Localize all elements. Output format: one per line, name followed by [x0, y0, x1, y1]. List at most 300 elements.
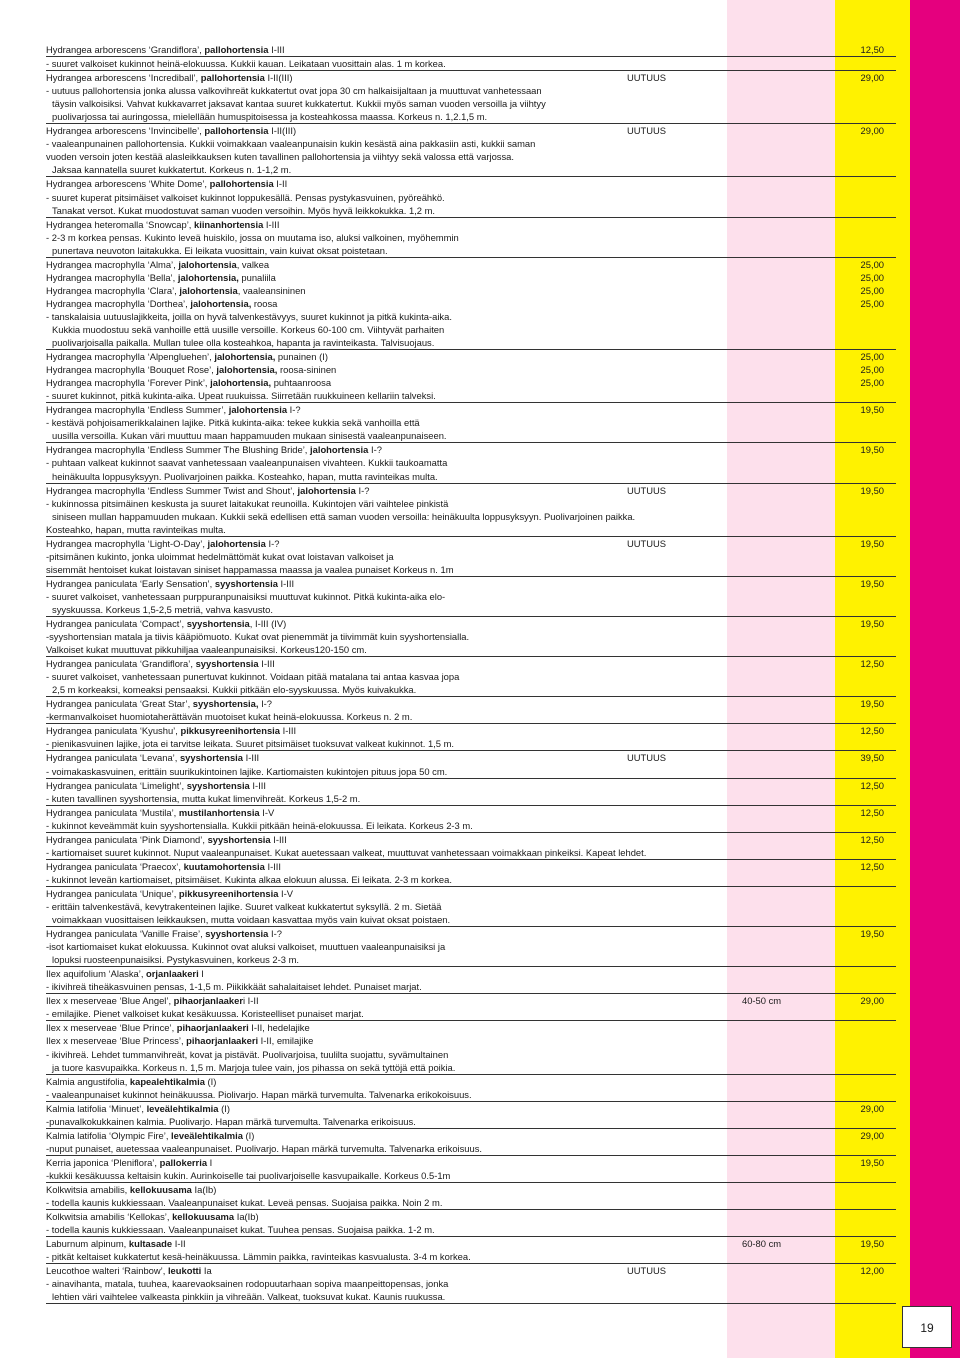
line-text — [46, 310, 452, 323]
description-line — [46, 389, 896, 403]
line-text-plain: Hydrangea paniculata ‘Kyushu’, — [46, 725, 181, 737]
line-text-plain: - kukinnot keveämmät kuin syyshortensialla. Kukkii pitkään heinä-elokuussa. Ei leikata. Korkeus 2-3 m. — [46, 819, 473, 831]
product-line — [46, 1102, 896, 1115]
hardiness-zone: I-? — [268, 928, 282, 940]
description-line — [46, 150, 896, 163]
price: 29,00 — [860, 125, 884, 137]
product-line — [46, 806, 896, 819]
line-text-plain: Hydrangea macrophylla ‘Endless Summer The Blushing Bride’, — [46, 444, 311, 456]
description-line — [46, 1290, 896, 1304]
common-name: pihaorjanlaakeri — [186, 1035, 259, 1047]
price: 12,50 — [860, 779, 884, 791]
price: 19,50 — [860, 1238, 884, 1250]
hardiness-zone: roosa — [251, 297, 278, 309]
description-line — [46, 1169, 896, 1183]
common-name: syyshortensia — [214, 577, 278, 589]
hardiness-zone: I-II, hedelajike — [248, 1022, 310, 1034]
description-line — [46, 643, 896, 657]
line-text-plain: -isot kartiomaiset kukat elokuussa. Kukinnot ovat aluksi valkoiset, muuttuen vaaleanpunaisiksi ja — [46, 941, 446, 953]
line-text — [46, 443, 382, 456]
line-text — [46, 124, 296, 137]
line-text — [46, 860, 281, 873]
line-text — [46, 792, 360, 805]
line-text — [46, 563, 454, 576]
description-line — [46, 497, 896, 510]
description-line — [46, 1250, 896, 1264]
line-text — [46, 271, 276, 284]
line-text — [46, 1007, 364, 1020]
line-text-plain: siniseen mullan happamuuden mukaan. Kukkii sekä edellisen että saman vuoden versoilla: heinäkuulta loppusyksyyn. Puolivarjoinen paikka. — [52, 510, 636, 522]
line-text — [46, 1021, 310, 1034]
description-line — [46, 913, 896, 927]
line-text — [46, 927, 282, 940]
line-text — [46, 403, 301, 416]
line-text-plain: Hydrangea paniculata ‘Pink Diamond’, — [46, 833, 208, 845]
hardiness-zone: I-? — [258, 698, 273, 710]
hardiness-zone: I-II — [273, 178, 288, 190]
line-text-plain: uusilla versoilla. Kukan väri muuttuu maan happamuuden mukaan sinisestä vaaleanpunaiseen. — [52, 430, 447, 442]
line-text-plain: voimakkaan vuosittaisen leikkauksen, mutta voidaan kasvattaa myös vain kuivat oksat poistaen. — [52, 914, 451, 926]
common-name: jalohortensia, — [216, 364, 278, 376]
hardiness-zone: I-II — [172, 1238, 186, 1250]
product-line — [46, 443, 896, 456]
line-text — [46, 1237, 186, 1250]
description-line — [46, 710, 896, 724]
price: 25,00 — [860, 258, 884, 270]
hardiness-zone: I — [207, 1156, 213, 1168]
description-line — [46, 523, 896, 537]
common-name: kellokuusama — [172, 1211, 235, 1223]
line-text-plain: - 2-3 m korkea pensas. Kukinto leveä huiskilo, jossa on muutama iso, aluksi valkoinen, myöhemmin — [46, 231, 459, 243]
price: 19,50 — [860, 928, 884, 940]
description-line — [46, 550, 896, 563]
price: 19,50 — [860, 618, 884, 630]
line-text — [46, 710, 412, 723]
line-text — [46, 1264, 212, 1277]
price: 25,00 — [860, 377, 884, 389]
common-name: jalohortensia, — [190, 297, 252, 309]
line-text-plain: - todella kaunis kukkiessaan. Vaaleanpunaiset kukat. Leveä pensas. Suojaisa paikka. Noin 2 m. — [46, 1197, 443, 1209]
line-text — [46, 1277, 448, 1290]
product-line — [46, 1264, 896, 1277]
line-text — [46, 363, 336, 376]
description-line — [46, 1061, 896, 1075]
line-text-plain: Hydrangea arborescens ‘Grandiflora’, — [46, 44, 205, 55]
new-badge: UUTUUS — [627, 484, 667, 496]
price: 19,50 — [860, 698, 884, 710]
line-text — [46, 819, 473, 832]
line-text-plain: punertava neuvoton laitakukka. Ei leikata vuosittain, vain kuivat oksat poistetaan. — [52, 244, 388, 256]
line-text-plain: syyskuussa. Korkeus 1,5-2,5 metriä, vahva kasvusto. — [52, 603, 273, 615]
page-number: 19 — [902, 1306, 952, 1348]
line-text-plain: täysin valkoisiksi. Vahvat kukkavarret jaksavat kantaa suuret kukkatertut. Kukkii myös saman vuoden versoilla ja viihtyy — [52, 98, 546, 110]
common-name: jalohortensia, — [210, 377, 272, 389]
description-line — [46, 590, 896, 603]
hardiness-zone: I-III — [277, 577, 295, 589]
hardiness-zone: I — [198, 968, 204, 980]
price: 19,50 — [860, 577, 884, 589]
product-line — [46, 537, 896, 550]
line-text-plain: - kukinnot leveän kartiomaiset, pitsimäiset. Kukinta alkaa elokuun alussa. Ei leikata. 2-3 m korkea. — [46, 873, 452, 885]
price: 29,00 — [860, 72, 884, 84]
line-text — [52, 323, 444, 336]
hardiness-zone: (I) — [242, 1129, 255, 1141]
hardiness-zone: I-III — [264, 860, 282, 872]
hardiness-zone: puhtaanroosa — [271, 377, 332, 389]
description-line — [46, 1142, 896, 1156]
line-text — [46, 177, 287, 190]
common-name: mustilanhortensia — [178, 806, 260, 818]
common-name: kultasade — [128, 1238, 173, 1250]
description-line — [46, 57, 896, 71]
line-text — [46, 630, 469, 643]
line-text — [46, 806, 274, 819]
description-line — [46, 204, 896, 218]
line-text-plain: -nuput punaiset, auetessaa vaaleanpunaiset. Puolivarjo. Hapan märkä turvemulta. Talvenarka erikoisuus. — [46, 1142, 483, 1154]
line-text — [46, 779, 266, 792]
description-line — [46, 980, 896, 994]
description-line — [46, 456, 896, 469]
line-text — [52, 603, 273, 616]
line-text — [52, 1290, 445, 1303]
line-text — [46, 590, 445, 603]
line-text — [46, 1034, 313, 1047]
line-text — [46, 967, 204, 980]
hardiness-zone: I-? — [265, 537, 280, 549]
product-line — [46, 1021, 896, 1034]
line-text-plain: - ikivihreä tiheäkasvuinen pensas, 1-1,5 m. Piikikkäät sahalaitaiset lehdet. Punaiset marjat. — [46, 981, 422, 993]
price: 25,00 — [860, 297, 884, 309]
line-text-plain: Hydrangea arborescens ‘White Dome’, — [46, 178, 210, 190]
description-line — [46, 191, 896, 204]
description-line — [46, 563, 896, 577]
line-text-plain: Kolkwitsia amabilis, — [46, 1183, 130, 1195]
price: 12,50 — [860, 658, 884, 670]
hardiness-zone: I-III — [270, 833, 287, 845]
line-text — [46, 497, 448, 510]
price: 39,50 — [860, 752, 884, 764]
common-name: pallohortensia — [204, 125, 269, 137]
description-line — [46, 900, 896, 913]
line-text-plain: Hydrangea arborescens ‘Invincibelle’, — [46, 125, 205, 137]
plant-size: 40-50 cm — [742, 995, 782, 1007]
line-text-plain: Hydrangea paniculata ‘Limelight’, — [46, 779, 187, 791]
line-text-plain: - tanskalaisia uutuuslajikkeita, joilla on hyvä talvenkestävyys, suuret kukinnot ja pitkä kukinta-aika. — [46, 310, 452, 322]
hardiness-zone: I-III — [263, 218, 280, 230]
line-text — [52, 953, 299, 966]
line-text — [46, 697, 272, 710]
product-line — [46, 887, 896, 900]
common-name: pikkusyreenihortensia — [178, 887, 279, 899]
hardiness-zone: I-III — [249, 779, 266, 791]
line-text-plain: Tanakat versot. Kukat muodostuvat saman vuoden versoihin. Myös hyvä leikkokukka. 1,2 m. — [52, 204, 436, 216]
new-badge: UUTUUS — [627, 1265, 667, 1277]
line-text — [46, 43, 285, 56]
line-text-plain: sisemmät hentoiset kukat loistavan siniset happamassa maassa ja vaalea punaiset Korkeus n. 1m — [46, 563, 454, 575]
line-text-plain: heinäkuulta loppusyksyyn. Puolivarjoinen paikka. Kosteahko, hapan, mutta ravinteikas multa. — [52, 470, 438, 482]
line-text — [52, 1061, 455, 1074]
description-line — [46, 84, 896, 97]
line-text-plain: Hydrangea macrophylla ‘Dorthea’, — [46, 297, 191, 309]
line-text — [46, 617, 286, 630]
line-text-plain: lopuksi ruosteenpunaisiksi. Pystykasvuinen, korkeus 2-3 m. — [52, 954, 299, 966]
product-line — [46, 484, 896, 497]
line-text — [46, 218, 279, 231]
hardiness-zone: Ia(Ib) — [234, 1211, 259, 1223]
common-name: syyshortensia — [186, 779, 250, 791]
line-text — [46, 994, 259, 1007]
description-line — [46, 1223, 896, 1237]
line-text — [46, 137, 535, 150]
product-line — [46, 577, 896, 590]
line-text — [46, 376, 331, 389]
hardiness-zone: i I-II — [242, 995, 259, 1007]
price: 19,50 — [860, 484, 884, 496]
common-name: jalohortensia — [207, 537, 266, 549]
line-text-plain: Hydrangea paniculata ‘Compact’, — [46, 618, 187, 630]
product-line — [46, 271, 896, 284]
price: 19,50 — [860, 537, 884, 549]
line-text-plain: Hydrangea macrophylla ‘Light-O-Day’, — [46, 537, 208, 549]
product-line — [46, 724, 896, 737]
description-line — [46, 310, 896, 323]
price: 25,00 — [860, 351, 884, 363]
line-text-plain: Hydrangea macrophylla ‘Forever Pink’, — [46, 377, 211, 389]
common-name: jalohortensia — [178, 258, 237, 270]
line-text — [52, 429, 447, 442]
line-text-plain: ja tuore kasvupaikka. Korkeus n. 1,5 m. Marjoja tulee vain, jos pihassa on sekä tyttöjä että poikia. — [52, 1061, 456, 1073]
common-name: jalohortensia — [297, 484, 356, 496]
line-text-plain: Hydrangea paniculata ‘Early Sensation’, — [46, 577, 215, 589]
line-text-plain: - emilajike. Pienet valkoiset kukat kesäkuussa. Koristeelliset punaiset marjat. — [46, 1008, 364, 1020]
product-line — [46, 967, 896, 980]
description-line — [46, 336, 896, 350]
common-name: kapealehtikalmia — [129, 1075, 205, 1087]
line-text — [46, 1223, 435, 1236]
line-text-plain: Kalmia angustifolia, — [46, 1075, 130, 1087]
product-line — [46, 43, 896, 57]
line-text — [46, 71, 292, 84]
product-line — [46, 1034, 896, 1047]
product-line — [46, 284, 896, 297]
common-name: kuutamohortensia — [183, 860, 265, 872]
line-text — [46, 150, 514, 163]
hardiness-zone: (I) — [218, 1102, 230, 1114]
hardiness-zone: Ia(Ib) — [191, 1183, 217, 1195]
line-text — [46, 657, 275, 670]
hardiness-zone: , I-III (IV) — [249, 618, 287, 630]
line-text — [46, 1250, 471, 1263]
common-name: kellokuusama — [129, 1183, 192, 1195]
price: 12,00 — [860, 1265, 884, 1277]
line-text-plain: - pienikasvuinen lajike, jota ei tarvitse leikata. Suuret pitsimäiset tuoksuvat valkeat kukinnot. 1,5 m. — [46, 738, 455, 750]
description-line — [46, 510, 896, 523]
line-text-plain: - ainavihanta, matala, tuuhea, kaarevaoksainen rodopuutarhaan sopiva maanpeittopensas, jonka — [46, 1278, 449, 1290]
product-line — [46, 403, 896, 416]
line-text-plain: -kermanvalkoiset huomiotaherättävän muotoiset kukat heinä-elokuussa. Korkeus n. 2 m. — [46, 711, 413, 723]
new-badge: UUTUUS — [627, 537, 667, 549]
line-text — [46, 350, 328, 363]
line-text — [46, 1088, 472, 1101]
product-line — [46, 1156, 896, 1169]
line-text — [46, 231, 459, 244]
description-line — [46, 670, 896, 683]
description-line — [46, 603, 896, 617]
line-text-plain: Hydrangea paniculata ‘Great Star’, — [46, 698, 193, 710]
product-line — [46, 177, 896, 190]
plant-size: 60-80 cm — [742, 1238, 782, 1250]
line-text-plain: -punavalkokukkainen kalmia. Puolivarjo. Hapan märkä turvemulta. Talvenarka erikoisuus. — [46, 1115, 416, 1127]
line-text — [46, 1102, 230, 1115]
description-line — [46, 1277, 896, 1290]
line-text — [46, 577, 294, 590]
line-text-plain: - todella kaunis kukkiessaan. Vaaleanpunaiset kukat. Tuuhea pensas. Suojaisa paikka. 1-2 m. — [46, 1224, 435, 1236]
line-text-plain: - suuret valkoiset kukinnot heinä-elokuussa. Kukkii kauan. Leikataan vuosittain alas. 1 m korkea. — [46, 58, 446, 70]
description-line — [46, 630, 896, 643]
description-line — [46, 244, 896, 258]
description-line — [46, 1196, 896, 1210]
hardiness-zone: I-II(III) — [264, 72, 293, 84]
description-line — [46, 792, 896, 806]
common-name: pihaorjanlaakeri — [176, 1022, 249, 1034]
line-text — [52, 470, 438, 483]
description-line — [46, 1088, 896, 1102]
common-name: orjanlaakeri — [146, 968, 199, 980]
line-text-plain: Hydrangea macrophylla ‘Bella’, — [46, 271, 178, 283]
line-text — [52, 913, 450, 926]
line-text-plain: - voimakaskasvuinen, erittäin suurikukintoinen lajike. Kartiomaisten kukintojen pituus jopa 50 cm. — [46, 765, 448, 777]
hardiness-zone: I-? — [368, 444, 382, 456]
line-text-plain: Kukkia muodostuu sekä vanhoille että uusille versoille. Korkeus 60-100 cm. Viihtyvät parhaiten — [52, 323, 445, 335]
price: 25,00 — [860, 364, 884, 376]
price: 12,50 — [860, 806, 884, 818]
line-text-plain: Hydrangea macrophylla ‘Alpengluehen’, — [46, 351, 215, 363]
line-text — [46, 284, 306, 297]
hardiness-zone: punaliila — [238, 271, 276, 283]
line-text — [46, 84, 542, 97]
common-name: syyshortensia — [195, 658, 259, 670]
common-name: jalohortensia, — [177, 271, 239, 283]
line-text-plain: -kukkii kesäkuussa keltaisin kukin. Aurinkoiselle tai puolivarjoiselle kasvupaikalle. Korkeus 0.5-1m — [46, 1169, 451, 1181]
description-line — [46, 137, 896, 150]
line-text-plain: - puhtaan valkeat kukinnot saavat vanhetessaan vaaleanpunaisen vivahteen. Kukkii taukoamatta — [46, 457, 448, 469]
hardiness-zone: punainen (I) — [275, 351, 328, 363]
hardiness-zone: roosa-sininen — [277, 364, 337, 376]
line-text — [46, 940, 445, 953]
common-name: syyshortensia — [186, 618, 250, 630]
line-text-plain: Laburnum alpinum, — [46, 1238, 129, 1250]
line-text-plain: - kartiomaiset suuret kukinnot. Nuput vaaleanpunaiset. Kukat auetessaan valkeat, muuttuvat vanhetessaan voimakkaan pinkeiksi. Kapeat lehdet. — [46, 846, 647, 858]
product-line — [46, 1129, 896, 1142]
line-text — [52, 163, 291, 176]
price: 25,00 — [860, 284, 884, 296]
line-text-plain: Hydrangea paniculata ‘Grandiflora’, — [46, 658, 196, 670]
hardiness-zone: I-III — [280, 725, 297, 737]
line-text-plain: vuoden versoin joten kestää alasleikkauksen kuten tavallinen pallohortensia ja viihtyy sekä valossa että varjossa. — [46, 151, 514, 163]
line-text-plain: puolivarjossa tai auringossa, mielellään humuspitoisessa ja kosteahkossa maassa. Korkeus n. 1,2.1,5 m. — [52, 111, 488, 123]
hardiness-zone: I-III — [243, 752, 260, 764]
line-text — [46, 1156, 212, 1169]
product-line — [46, 1210, 896, 1223]
line-text-plain: - kuten tavallinen syyshortensia, mutta kukat limenvihreät. Korkeus 1,5-2 m. — [46, 792, 361, 804]
description-line — [46, 846, 896, 860]
product-line — [46, 297, 896, 310]
new-badge: UUTUUS — [627, 125, 667, 137]
line-text — [46, 724, 296, 737]
line-text — [52, 97, 546, 110]
common-name: syyshortensia — [207, 833, 271, 845]
common-name: jalohortensia — [310, 444, 369, 456]
hardiness-zone: I-V — [259, 806, 275, 818]
line-text-plain: Kalmia latifolia ‘Minuet’, — [46, 1102, 147, 1114]
line-text-plain: Leucothoe walteri ‘Rainbow’, — [46, 1265, 168, 1277]
line-text-plain: Ilex x meserveae ‘Blue Angel’, — [46, 995, 174, 1007]
description-line — [46, 683, 896, 697]
line-text-plain: Ilex x meserveae ‘Blue Prince’, — [46, 1022, 177, 1034]
description-line — [46, 323, 896, 336]
product-line — [46, 350, 896, 363]
line-text-plain: - kestävä pohjoisamerikkalainen lajike. Pitkä kukinta-aika: tekee kukkia sekä vanhoilla että — [46, 417, 420, 429]
line-text — [46, 980, 422, 993]
line-text — [46, 1196, 442, 1209]
common-name: syyshortensia — [205, 928, 269, 940]
line-text — [52, 683, 416, 696]
price: 19,50 — [860, 1156, 884, 1168]
product-line — [46, 363, 896, 376]
description-line — [46, 110, 896, 124]
line-text — [46, 873, 452, 886]
line-text-plain: 2,5 m korkeaksi, komeaksi pensaaksi. Kukkii pitkään elo-syyskuussa. Myös kuivakukka. — [52, 684, 417, 696]
hardiness-zone: I-II, emilajike — [258, 1035, 314, 1047]
line-text — [52, 110, 487, 123]
description-line — [46, 429, 896, 443]
line-text-plain: Hydrangea paniculata ‘Unique’, — [46, 887, 179, 899]
line-text-plain: - pitkät keltaiset kukkatertut kesä-heinäkuussa. Lämmin paikka, ravinteikas kasvualusta. 3-4 m korkea. — [46, 1251, 471, 1263]
line-text — [52, 204, 435, 217]
line-text-plain: - suuret valkoiset, vanhetessaan punertuvat kukinnot. Voidaan pitää matalana tai antaa kasvaa jopa — [46, 671, 460, 683]
description-line — [46, 416, 896, 429]
line-text-plain: Jaksaa kannatella suuret kukkatertut. Korkeus n. 1-1,2 m. — [52, 164, 292, 176]
common-name: jalohortensia — [228, 404, 288, 416]
product-line — [46, 751, 896, 764]
line-text-plain: - vaaleanpunainen pallohortensia. Kukkii voimakkaan vaaleanpunaisin kukin kesästä aina pakkasiin asti, kukkii saman — [46, 138, 536, 150]
line-text — [46, 1183, 216, 1196]
product-line — [46, 218, 896, 231]
product-line — [46, 376, 896, 389]
hardiness-zone: I-? — [355, 484, 370, 496]
product-line — [46, 779, 896, 792]
price: 25,00 — [860, 271, 884, 283]
price: 19,50 — [860, 404, 884, 416]
common-name: syyshortensia, — [192, 698, 259, 710]
line-text-plain: Kerria japonica ‘Pleniflora’, — [46, 1156, 160, 1168]
price: 19,50 — [860, 444, 884, 456]
price: 29,00 — [860, 995, 884, 1007]
description-line — [46, 231, 896, 244]
line-text — [46, 484, 369, 497]
common-name: pihaorjanlaaker — [173, 995, 243, 1007]
line-text-plain: Valkoiset kukat muuttuvat pikkuhiljaa vaaleanpunaisiksi. Korkeus120-150 cm. — [46, 644, 367, 656]
line-text-plain: Ilex aquifolium ‘Alaska’, — [46, 968, 147, 980]
product-line — [46, 1075, 896, 1088]
line-text — [46, 1129, 254, 1142]
line-text-plain: Hydrangea paniculata ‘Vanille Fraise’, — [46, 928, 206, 940]
line-text-plain: Kosteahko, hapan, mutta ravinteikas multa. — [46, 523, 226, 535]
line-text — [46, 1169, 450, 1182]
line-text-plain: Hydrangea arborescens ‘Incrediball’, — [46, 72, 201, 84]
description-line — [46, 1115, 896, 1129]
line-text-plain: - kukinnossa pitsimäinen keskusta ja suuret laitakukat reunoilla. Kukintojen väri vaihtelee pinkistä — [46, 497, 449, 509]
